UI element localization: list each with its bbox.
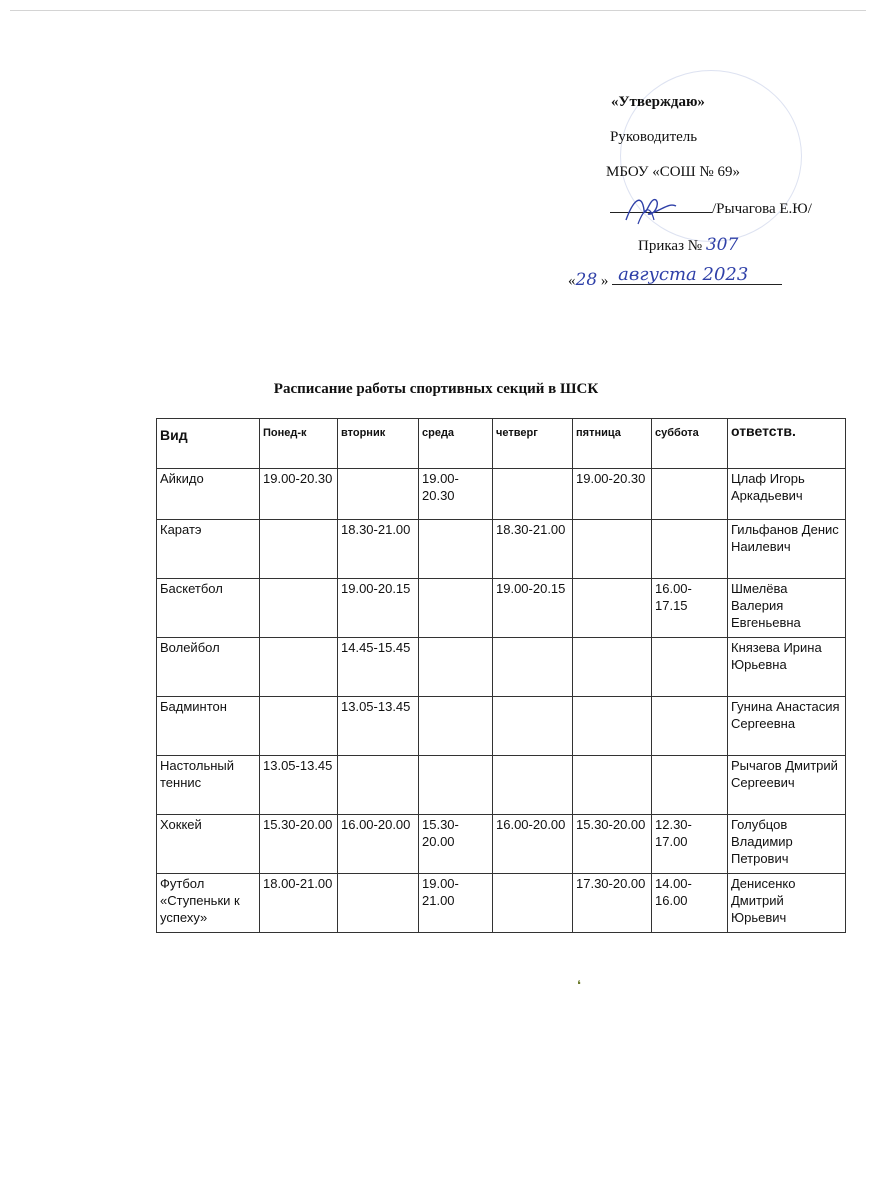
table-cell: 18.30-21.00: [493, 520, 573, 579]
table-cell: [338, 756, 419, 815]
order-label: Приказ №: [638, 238, 703, 254]
table-cell: 14.00-16.00: [652, 874, 728, 933]
table-cell: [493, 469, 573, 520]
table-cell: [419, 520, 493, 579]
table-cell: [260, 638, 338, 697]
table-cell: 15.30-20.00: [573, 815, 652, 874]
table-cell: 15.30-20.00: [260, 815, 338, 874]
header-cell: четверг: [493, 419, 573, 469]
table-cell: 19.00-20.30: [419, 469, 493, 520]
table-cell: 17.30-20.00: [573, 874, 652, 933]
table-cell: 13.05-13.45: [338, 697, 419, 756]
date-underline: [612, 266, 782, 285]
table-cell: [260, 579, 338, 638]
signature-icon: [620, 190, 680, 230]
table-row: [157, 469, 846, 520]
table-cell: 15.30-20.00: [419, 815, 493, 874]
header-cell: пятница: [573, 419, 652, 469]
schedule-table: [156, 418, 846, 933]
table-cell: 16.00-20.00: [493, 815, 573, 874]
table-cell: Денисенко Дмитрий Юрьевич: [728, 874, 846, 933]
table-cell: Футбол «Ступеньки к успеху»: [157, 874, 260, 933]
table-cell: [573, 520, 652, 579]
top-rule: [10, 10, 866, 11]
date-handwritten: августа 2023: [618, 264, 749, 285]
table-cell: 19.00-20.30: [573, 469, 652, 520]
table-row: [157, 638, 846, 697]
table-row: [157, 579, 846, 638]
table-cell: [573, 638, 652, 697]
table-cell: [493, 697, 573, 756]
table-cell: [419, 579, 493, 638]
order-line: [638, 235, 738, 256]
table-cell: 18.30-21.00: [338, 520, 419, 579]
approval-role: Руководитель: [610, 129, 698, 145]
table-row: [157, 520, 846, 579]
table-cell: 19.00-20.15: [338, 579, 419, 638]
table-cell: [652, 638, 728, 697]
table-cell: 19.00-21.00: [419, 874, 493, 933]
table-cell: 18.00-21.00: [260, 874, 338, 933]
approval-title: «Утверждаю»: [611, 94, 705, 110]
table-cell: Цлаф Игорь Аркадьевич: [728, 469, 846, 520]
table-cell: [573, 756, 652, 815]
ink-mark: ❛: [577, 978, 581, 992]
table-cell: 16.00-17.15: [652, 579, 728, 638]
header-cell: Вид: [157, 419, 260, 469]
table-row: [157, 756, 846, 815]
page-title: Расписание работы спортивных секций в ШСК: [273, 381, 599, 397]
table-cell: Бадминтон: [157, 697, 260, 756]
header-cell: среда: [419, 419, 493, 469]
date-open-quote: «: [568, 273, 576, 289]
table-row: [157, 697, 846, 756]
table-cell: 12.30-17.00: [652, 815, 728, 874]
header-cell: Понед-к: [260, 419, 338, 469]
table-cell: [419, 697, 493, 756]
order-number: 307: [705, 235, 739, 255]
header-cell: суббота: [652, 419, 728, 469]
table-cell: 13.05-13.45: [260, 756, 338, 815]
table-header-row: [157, 419, 846, 469]
table-cell: [652, 469, 728, 520]
table-cell: Волейбол: [157, 638, 260, 697]
table-cell: [419, 638, 493, 697]
table-cell: [493, 756, 573, 815]
table-cell: [260, 697, 338, 756]
table-row: [157, 874, 846, 933]
header-cell: ответств.: [728, 419, 846, 469]
table-row: [157, 815, 846, 874]
table-cell: [573, 579, 652, 638]
table-cell: Князева Ирина Юрьевна: [728, 638, 846, 697]
table-cell: [260, 520, 338, 579]
table-cell: Айкидо: [157, 469, 260, 520]
table-cell: [338, 469, 419, 520]
table-cell: Настольный теннис: [157, 756, 260, 815]
table-cell: 19.00-20.30: [260, 469, 338, 520]
table-cell: [573, 697, 652, 756]
signatory-name: /Рычагова Е.Ю/: [712, 201, 812, 217]
table-cell: 16.00-20.00: [338, 815, 419, 874]
table-cell: Баскетбол: [157, 579, 260, 638]
table-cell: [493, 638, 573, 697]
table-cell: Рычагов Дмитрий Сергеевич: [728, 756, 846, 815]
date-close-quote: »: [600, 273, 609, 289]
date-line: [568, 266, 782, 291]
table-cell: [652, 697, 728, 756]
table-cell: [338, 874, 419, 933]
table-cell: 14.45-15.45: [338, 638, 419, 697]
table-cell: Каратэ: [157, 520, 260, 579]
approval-organization: МБОУ «СОШ № 69»: [606, 164, 740, 180]
table-cell: [652, 520, 728, 579]
table-cell: [493, 874, 573, 933]
table-cell: [419, 756, 493, 815]
table-cell: Хоккей: [157, 815, 260, 874]
table-cell: 19.00-20.15: [493, 579, 573, 638]
table-cell: Голубцов Владимир Петрович: [728, 815, 846, 874]
table-cell: [652, 756, 728, 815]
table-cell: Гунина Анастасия Сергеевна: [728, 697, 846, 756]
table-cell: Шмелёва Валерия Евгеньевна: [728, 579, 846, 638]
date-day: 28: [575, 270, 598, 290]
table-cell: Гильфанов Денис Наилевич: [728, 520, 846, 579]
header-cell: вторник: [338, 419, 419, 469]
